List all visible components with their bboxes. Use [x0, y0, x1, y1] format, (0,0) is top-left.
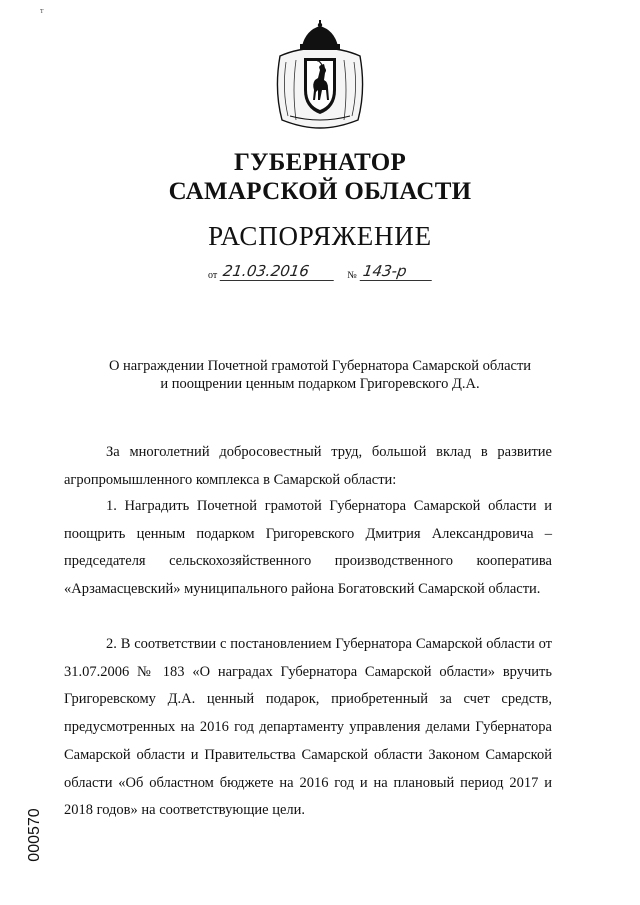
samara-coat-of-arms-icon: [272, 20, 368, 130]
item1-text: 1. Наградить Почетной грамотой Губернатора Самарской области и поощрить ценным подарком Григоревского Дмитрия Александровича – председателя сельскохозяйственного производственного кооператива «Арзамасцевский» муниципального района Богатовский Самарской области.: [64, 498, 552, 598]
handwritten-number: 143-р: [359, 262, 434, 281]
margin-stamp: [24, 800, 46, 870]
scan-mark: т: [40, 6, 44, 15]
date-prefix: от: [208, 270, 218, 281]
handwritten-date: 21.03.2016: [220, 262, 337, 281]
registration-line: [208, 262, 433, 286]
document-type: РАСПОРЯЖЕНИЕ: [208, 221, 432, 251]
item2-paragraph: [64, 631, 552, 825]
authority-title-line1: ГУБЕРНАТОР: [233, 149, 407, 176]
item2-text: 2. В соответствии с постановлением Губернатора Самарской области от 31.07.2006 № 183 «О наградах Губернатора Самарской области» вручить Григоревскому Д.А. ценный подарок, приобретенный за счет средств, предусмотренных на 2016 год департаменту управления делами Губернатора Самарской области и Правительства Самарской области Законом Самарской области «Об областном бюджете на 2016 год и на плановый период 2017 и 2018 годов» на соответствующие цели.: [64, 636, 552, 819]
margin-stamp-number: 000570: [26, 808, 43, 862]
number-prefix: №: [347, 270, 357, 281]
subject-line1: О награждении Почетной грамотой Губернатора Самарской области: [108, 358, 532, 374]
item1-paragraph: [64, 493, 552, 604]
preamble-text: За многолетний добросовестный труд, большой вклад в развитие агропромышленного комплекса в Самарской области:: [64, 444, 552, 488]
document-subject: [0, 357, 640, 393]
subject-line2: и поощрении ценным подарком Григоревского Д.А.: [160, 376, 480, 392]
authority-title-line2: САМАРСКОЙ ОБЛАСТИ: [168, 178, 472, 205]
preamble-paragraph: [64, 439, 552, 494]
